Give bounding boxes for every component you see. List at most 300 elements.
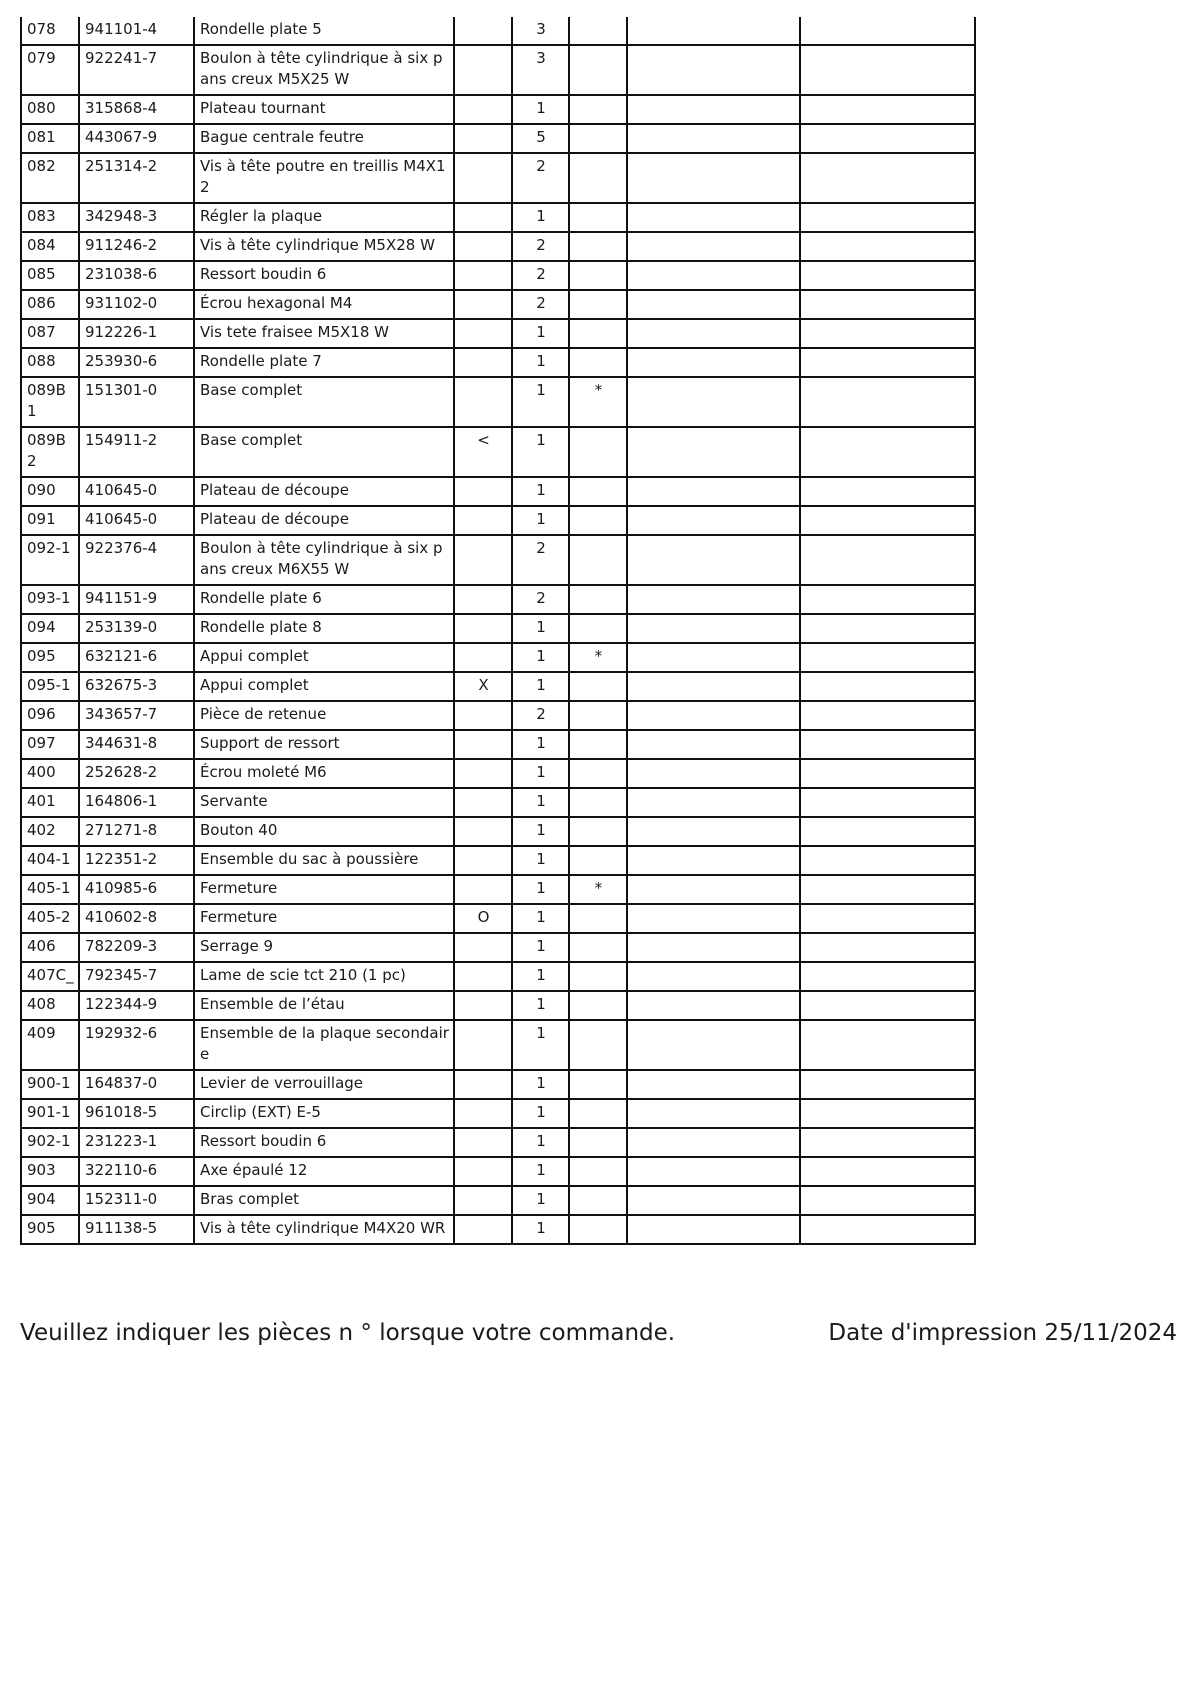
table-row	[21, 759, 975, 788]
reference-cell: 410645-0	[79, 477, 194, 506]
blank-cell	[627, 788, 800, 817]
part-number-cell: 405-1	[21, 875, 79, 904]
quantity-cell: 1	[512, 477, 569, 506]
blank-cell	[800, 1157, 975, 1186]
table-row	[21, 17, 975, 45]
note-cell	[454, 1215, 512, 1244]
table-row	[21, 1099, 975, 1128]
table-row	[21, 290, 975, 319]
table-row	[21, 1128, 975, 1157]
part-number-cell: 078	[21, 17, 79, 45]
part-number-cell: 096	[21, 701, 79, 730]
description-cell: Fermeture	[194, 875, 454, 904]
reference-cell: 922241-7	[79, 45, 194, 95]
table-row	[21, 701, 975, 730]
note-cell	[454, 701, 512, 730]
quantity-cell: 3	[512, 45, 569, 95]
mark-cell	[569, 124, 627, 153]
table-row	[21, 614, 975, 643]
blank-cell	[627, 124, 800, 153]
quantity-cell: 1	[512, 1128, 569, 1157]
note-cell	[454, 348, 512, 377]
table-row	[21, 377, 975, 427]
blank-cell	[800, 904, 975, 933]
quantity-cell: 1	[512, 643, 569, 672]
part-number-cell: 095	[21, 643, 79, 672]
quantity-cell: 1	[512, 1215, 569, 1244]
reference-cell: 632121-6	[79, 643, 194, 672]
table-row	[21, 348, 975, 377]
blank-cell	[627, 614, 800, 643]
part-number-cell: 901-1	[21, 1099, 79, 1128]
blank-cell	[627, 962, 800, 991]
blank-cell	[800, 759, 975, 788]
quantity-cell: 1	[512, 788, 569, 817]
blank-cell	[800, 730, 975, 759]
description-cell: Vis à tête poutre en treillis M4X12	[194, 153, 454, 203]
blank-cell	[800, 672, 975, 701]
blank-cell	[800, 506, 975, 535]
quantity-cell: 1	[512, 1070, 569, 1099]
description-cell: Écrou moleté M6	[194, 759, 454, 788]
blank-cell	[800, 261, 975, 290]
blank-cell	[627, 904, 800, 933]
reference-cell: 253930-6	[79, 348, 194, 377]
blank-cell	[800, 535, 975, 585]
note-cell	[454, 203, 512, 232]
reference-cell: 164837-0	[79, 1070, 194, 1099]
note-cell	[454, 817, 512, 846]
mark-cell	[569, 17, 627, 45]
table-row	[21, 124, 975, 153]
quantity-cell: 2	[512, 701, 569, 730]
table-row	[21, 1157, 975, 1186]
part-number-cell: 085	[21, 261, 79, 290]
blank-cell	[627, 1020, 800, 1070]
note-cell	[454, 319, 512, 348]
description-cell: Vis à tête cylindrique M4X20 WR	[194, 1215, 454, 1244]
note-cell	[454, 1099, 512, 1128]
part-number-cell: 091	[21, 506, 79, 535]
table-row	[21, 643, 975, 672]
table-row	[21, 261, 975, 290]
note-cell	[454, 535, 512, 585]
quantity-cell: 1	[512, 962, 569, 991]
reference-cell: 941101-4	[79, 17, 194, 45]
note-cell	[454, 153, 512, 203]
mark-cell	[569, 535, 627, 585]
note-cell	[454, 962, 512, 991]
table-row	[21, 535, 975, 585]
blank-cell	[627, 585, 800, 614]
reference-cell: 164806-1	[79, 788, 194, 817]
quantity-cell: 3	[512, 17, 569, 45]
reference-cell: 443067-9	[79, 124, 194, 153]
reference-cell: 344631-8	[79, 730, 194, 759]
blank-cell	[627, 232, 800, 261]
quantity-cell: 1	[512, 427, 569, 477]
table-row	[21, 45, 975, 95]
blank-cell	[627, 203, 800, 232]
blank-cell	[627, 1215, 800, 1244]
table-row	[21, 875, 975, 904]
note-cell	[454, 232, 512, 261]
quantity-cell: 1	[512, 1020, 569, 1070]
note-cell	[454, 1128, 512, 1157]
table-row	[21, 846, 975, 875]
table-row	[21, 788, 975, 817]
note-cell	[454, 290, 512, 319]
mark-cell	[569, 1186, 627, 1215]
description-cell: Ensemble du sac à poussière	[194, 846, 454, 875]
part-number-cell: 090	[21, 477, 79, 506]
mark-cell	[569, 904, 627, 933]
mark-cell	[569, 730, 627, 759]
reference-cell: 912226-1	[79, 319, 194, 348]
table-row	[21, 477, 975, 506]
reference-cell: 315868-4	[79, 95, 194, 124]
description-cell: Ressort boudin 6	[194, 1128, 454, 1157]
note-cell	[454, 95, 512, 124]
reference-cell: 322110-6	[79, 1157, 194, 1186]
note-cell: O	[454, 904, 512, 933]
table-row	[21, 962, 975, 991]
part-number-cell: 402	[21, 817, 79, 846]
quantity-cell: 2	[512, 585, 569, 614]
quantity-cell: 1	[512, 95, 569, 124]
table-row	[21, 1186, 975, 1215]
mark-cell	[569, 153, 627, 203]
blank-cell	[800, 377, 975, 427]
table-row	[21, 506, 975, 535]
blank-cell	[800, 17, 975, 45]
mark-cell	[569, 614, 627, 643]
blank-cell	[800, 290, 975, 319]
blank-cell	[627, 1157, 800, 1186]
blank-cell	[627, 1186, 800, 1215]
blank-cell	[800, 203, 975, 232]
mark-cell	[569, 203, 627, 232]
mark-cell	[569, 348, 627, 377]
table-row	[21, 1215, 975, 1244]
quantity-cell: 2	[512, 535, 569, 585]
part-number-cell: 904	[21, 1186, 79, 1215]
blank-cell	[800, 45, 975, 95]
note-cell	[454, 991, 512, 1020]
quantity-cell: 2	[512, 232, 569, 261]
blank-cell	[800, 1070, 975, 1099]
description-cell: Levier de verrouillage	[194, 1070, 454, 1099]
reference-cell: 941151-9	[79, 585, 194, 614]
reference-cell: 252628-2	[79, 759, 194, 788]
reference-cell: 922376-4	[79, 535, 194, 585]
part-number-cell: 401	[21, 788, 79, 817]
blank-cell	[627, 1070, 800, 1099]
mark-cell	[569, 1020, 627, 1070]
reference-cell: 271271-8	[79, 817, 194, 846]
description-cell: Plateau de découpe	[194, 506, 454, 535]
quantity-cell: 1	[512, 348, 569, 377]
description-cell: Plateau de découpe	[194, 477, 454, 506]
table-row	[21, 904, 975, 933]
blank-cell	[627, 643, 800, 672]
part-number-cell: 084	[21, 232, 79, 261]
note-cell	[454, 875, 512, 904]
mark-cell: *	[569, 875, 627, 904]
blank-cell	[627, 672, 800, 701]
part-number-cell: 095-1	[21, 672, 79, 701]
blank-cell	[800, 1215, 975, 1244]
description-cell: Lame de scie tct 210 (1 pc)	[194, 962, 454, 991]
print-date: Date d'impression 25/11/2024	[828, 1320, 1177, 1346]
mark-cell	[569, 477, 627, 506]
description-cell: Rondelle plate 8	[194, 614, 454, 643]
part-number-cell: 081	[21, 124, 79, 153]
description-cell: Ensemble de l’étau	[194, 991, 454, 1020]
quantity-cell: 1	[512, 1157, 569, 1186]
blank-cell	[627, 319, 800, 348]
blank-cell	[627, 817, 800, 846]
description-cell: Boulon à tête cylindrique à six pans creux M6X55 W	[194, 535, 454, 585]
note-cell	[454, 585, 512, 614]
quantity-cell: 1	[512, 730, 569, 759]
blank-cell	[627, 535, 800, 585]
part-number-cell: 089B1	[21, 377, 79, 427]
note-cell	[454, 759, 512, 788]
blank-cell	[800, 1020, 975, 1070]
description-cell: Fermeture	[194, 904, 454, 933]
description-cell: Serrage 9	[194, 933, 454, 962]
part-number-cell: 902-1	[21, 1128, 79, 1157]
description-cell: Base complet	[194, 427, 454, 477]
note-cell: X	[454, 672, 512, 701]
blank-cell	[800, 1128, 975, 1157]
quantity-cell: 1	[512, 203, 569, 232]
mark-cell	[569, 427, 627, 477]
blank-cell	[800, 846, 975, 875]
blank-cell	[800, 933, 975, 962]
blank-cell	[800, 817, 975, 846]
part-number-cell: 404-1	[21, 846, 79, 875]
blank-cell	[800, 643, 975, 672]
mark-cell	[569, 1070, 627, 1099]
mark-cell	[569, 319, 627, 348]
blank-cell	[627, 45, 800, 95]
mark-cell	[569, 817, 627, 846]
description-cell: Pièce de retenue	[194, 701, 454, 730]
quantity-cell: 1	[512, 904, 569, 933]
reference-cell: 192932-6	[79, 1020, 194, 1070]
table-row	[21, 427, 975, 477]
quantity-cell: 1	[512, 506, 569, 535]
blank-cell	[800, 991, 975, 1020]
part-number-cell: 086	[21, 290, 79, 319]
table-row	[21, 991, 975, 1020]
table-row	[21, 203, 975, 232]
blank-cell	[627, 427, 800, 477]
description-cell: Appui complet	[194, 672, 454, 701]
description-cell: Rondelle plate 5	[194, 17, 454, 45]
mark-cell	[569, 261, 627, 290]
blank-cell	[800, 1186, 975, 1215]
note-cell	[454, 730, 512, 759]
reference-cell: 231038-6	[79, 261, 194, 290]
parts-table	[20, 17, 976, 1245]
description-cell: Ressort boudin 6	[194, 261, 454, 290]
table-row	[21, 319, 975, 348]
mark-cell: *	[569, 377, 627, 427]
quantity-cell: 1	[512, 377, 569, 427]
description-cell: Axe épaulé 12	[194, 1157, 454, 1186]
description-cell: Vis à tête cylindrique M5X28 W	[194, 232, 454, 261]
table-row	[21, 232, 975, 261]
note-cell	[454, 45, 512, 95]
quantity-cell: 1	[512, 614, 569, 643]
reference-cell: 151301-0	[79, 377, 194, 427]
description-cell: Servante	[194, 788, 454, 817]
mark-cell	[569, 788, 627, 817]
table-row	[21, 585, 975, 614]
reference-cell: 410602-8	[79, 904, 194, 933]
note-cell	[454, 788, 512, 817]
blank-cell	[800, 348, 975, 377]
reference-cell: 961018-5	[79, 1099, 194, 1128]
part-number-cell: 093-1	[21, 585, 79, 614]
note-cell	[454, 643, 512, 672]
blank-cell	[800, 614, 975, 643]
reference-cell: 632675-3	[79, 672, 194, 701]
table-row	[21, 95, 975, 124]
quantity-cell: 2	[512, 290, 569, 319]
note-cell	[454, 933, 512, 962]
blank-cell	[800, 319, 975, 348]
description-cell: Support de ressort	[194, 730, 454, 759]
part-number-cell: 094	[21, 614, 79, 643]
quantity-cell: 1	[512, 991, 569, 1020]
quantity-cell: 1	[512, 1186, 569, 1215]
table-row	[21, 730, 975, 759]
table-row	[21, 817, 975, 846]
note-cell	[454, 614, 512, 643]
mark-cell	[569, 846, 627, 875]
blank-cell	[627, 153, 800, 203]
mark-cell	[569, 290, 627, 319]
blank-cell	[627, 991, 800, 1020]
blank-cell	[627, 759, 800, 788]
note-cell	[454, 377, 512, 427]
note-cell	[454, 477, 512, 506]
part-number-cell: 407C_	[21, 962, 79, 991]
mark-cell: *	[569, 643, 627, 672]
mark-cell	[569, 95, 627, 124]
quantity-cell: 1	[512, 933, 569, 962]
description-cell: Rondelle plate 7	[194, 348, 454, 377]
part-number-cell: 088	[21, 348, 79, 377]
order-instruction: Veuillez indiquer les pièces n ° lorsque votre commande.	[20, 1320, 676, 1346]
part-number-cell: 409	[21, 1020, 79, 1070]
part-number-cell: 083	[21, 203, 79, 232]
mark-cell	[569, 585, 627, 614]
reference-cell: 911138-5	[79, 1215, 194, 1244]
note-cell	[454, 1020, 512, 1070]
part-number-cell: 082	[21, 153, 79, 203]
blank-cell	[627, 290, 800, 319]
note-cell	[454, 17, 512, 45]
blank-cell	[800, 875, 975, 904]
blank-cell	[627, 261, 800, 290]
reference-cell: 792345-7	[79, 962, 194, 991]
mark-cell	[569, 45, 627, 95]
table-row	[21, 672, 975, 701]
blank-cell	[627, 17, 800, 45]
reference-cell: 410985-6	[79, 875, 194, 904]
part-number-cell: 089B2	[21, 427, 79, 477]
blank-cell	[800, 153, 975, 203]
reference-cell: 911246-2	[79, 232, 194, 261]
blank-cell	[800, 124, 975, 153]
reference-cell: 343657-7	[79, 701, 194, 730]
blank-cell	[627, 846, 800, 875]
description-cell: Base complet	[194, 377, 454, 427]
description-cell: Appui complet	[194, 643, 454, 672]
reference-cell: 410645-0	[79, 506, 194, 535]
part-number-cell: 408	[21, 991, 79, 1020]
quantity-cell: 1	[512, 1099, 569, 1128]
mark-cell	[569, 232, 627, 261]
blank-cell	[627, 933, 800, 962]
note-cell	[454, 1186, 512, 1215]
blank-cell	[627, 477, 800, 506]
mark-cell	[569, 672, 627, 701]
quantity-cell: 2	[512, 261, 569, 290]
part-number-cell: 092-1	[21, 535, 79, 585]
reference-cell: 342948-3	[79, 203, 194, 232]
reference-cell: 122351-2	[79, 846, 194, 875]
part-number-cell: 097	[21, 730, 79, 759]
description-cell: Circlip (EXT) E-5	[194, 1099, 454, 1128]
quantity-cell: 1	[512, 875, 569, 904]
description-cell: Bouton 40	[194, 817, 454, 846]
blank-cell	[627, 730, 800, 759]
blank-cell	[800, 788, 975, 817]
mark-cell	[569, 701, 627, 730]
mark-cell	[569, 1215, 627, 1244]
mark-cell	[569, 933, 627, 962]
quantity-cell: 1	[512, 319, 569, 348]
blank-cell	[800, 477, 975, 506]
reference-cell: 152311-0	[79, 1186, 194, 1215]
note-cell	[454, 261, 512, 290]
description-cell: Écrou hexagonal M4	[194, 290, 454, 319]
part-number-cell: 405-2	[21, 904, 79, 933]
mark-cell	[569, 1128, 627, 1157]
blank-cell	[800, 95, 975, 124]
blank-cell	[627, 1099, 800, 1128]
reference-cell: 122344-9	[79, 991, 194, 1020]
blank-cell	[800, 1099, 975, 1128]
part-number-cell: 400	[21, 759, 79, 788]
blank-cell	[627, 506, 800, 535]
mark-cell	[569, 506, 627, 535]
blank-cell	[800, 585, 975, 614]
description-cell: Rondelle plate 6	[194, 585, 454, 614]
note-cell: <	[454, 427, 512, 477]
part-number-cell: 900-1	[21, 1070, 79, 1099]
part-number-cell: 905	[21, 1215, 79, 1244]
quantity-cell: 2	[512, 153, 569, 203]
reference-cell: 251314-2	[79, 153, 194, 203]
mark-cell	[569, 1099, 627, 1128]
